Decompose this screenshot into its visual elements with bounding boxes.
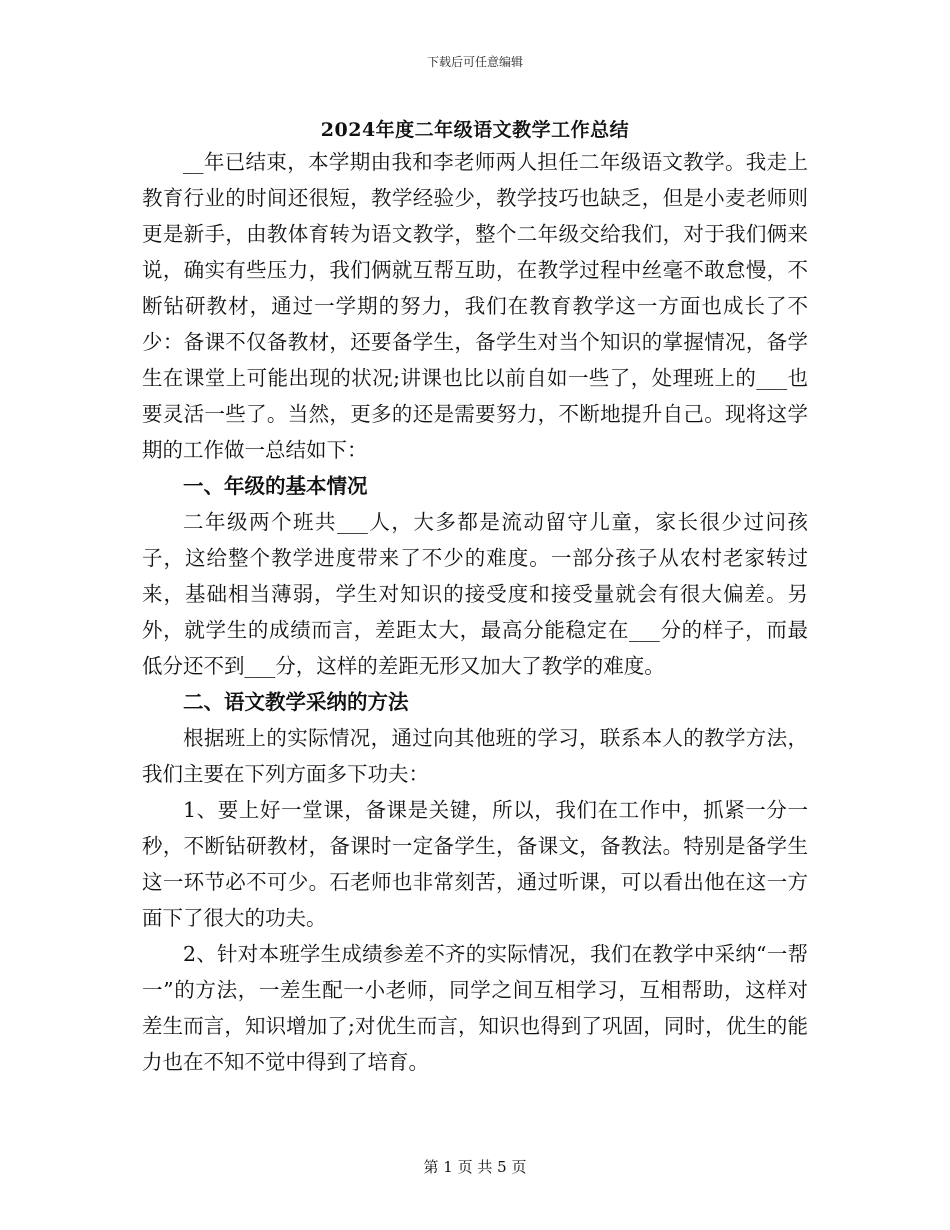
section-heading-basic-situation: 一、年级的基本情况 [183, 474, 368, 498]
page-number-footer: 第 1 页 共 5 页 [423, 1158, 527, 1176]
section-heading-teaching-methods: 二、语文教学采纳的方法 [183, 690, 409, 714]
document-title: 2024年度二年级语文教学工作总结 [320, 119, 630, 141]
method-item-1-paragraph: 1、要上好一堂课，备课是关键，所以，我们在工作中，抓紧一分一秒，不断钻研教材，备课时一定备学生，备课文，备教法。特别是备学生这一环节必不可少。石老师也非常刻苦，通过听课，可以看出他在这一方面下了很大的功夫。 [142, 798, 808, 930]
document-body [142, 144, 808, 1080]
basic-situation-paragraph: 二年级两个班共___人，大多都是流动留守儿童，家长很少过问孩子，这给整个教学进度带来了不少的难度。一部分孩子从农村老家转过来，基础相当薄弱，学生对知识的接受度和接受量就会有很大偏差。另外，就学生的成绩而言，差距太大，最高分能稳定在___分的样子，而最低分还不到___分，这样的差距无形又加大了教学的难度。 [142, 510, 808, 678]
intro-paragraph: __年已结束，本学期由我和李老师两人担任二年级语文教学。我走上教育行业的时间还很短，教学经验少，教学技巧也缺乏，但是小麦老师则更是新手，由教体育转为语文教学，整个二年级交给我们，对于我们俩来说，确实有些压力，我们俩就互帮互助，在教学过程中丝毫不敢怠慢，不断钻研教材，通过一学期的努力，我们在教育教学这一方面也成长了不少：备课不仅备教材，还要备学生，备学生对当个知识的掌握情况，备学生在课堂上可能出现的状况;讲课也比以前自如一些了，处理班上的___也要灵活一些了。当然，更多的还是需要努力，不断地提升自己。现将这学期的工作做一总结如下： [142, 150, 808, 462]
teaching-methods-intro-paragraph: 根据班上的实际情况，通过向其他班的学习，联系本人的教学方法，我们主要在下列方面多下功夫： [142, 726, 808, 786]
method-item-2-paragraph: 2、针对本班学生成绩参差不齐的实际情况，我们在教学中采纳“一帮一”的方法，一差生配一小老师，同学之间互相学习，互相帮助，这样对差生而言，知识增加了;对优生而言，知识也得到了巩固，同时，优生的能力也在不知不觉中得到了培育。 [142, 942, 808, 1074]
page-header-note: 下载后可任意编辑 [426, 55, 523, 69]
